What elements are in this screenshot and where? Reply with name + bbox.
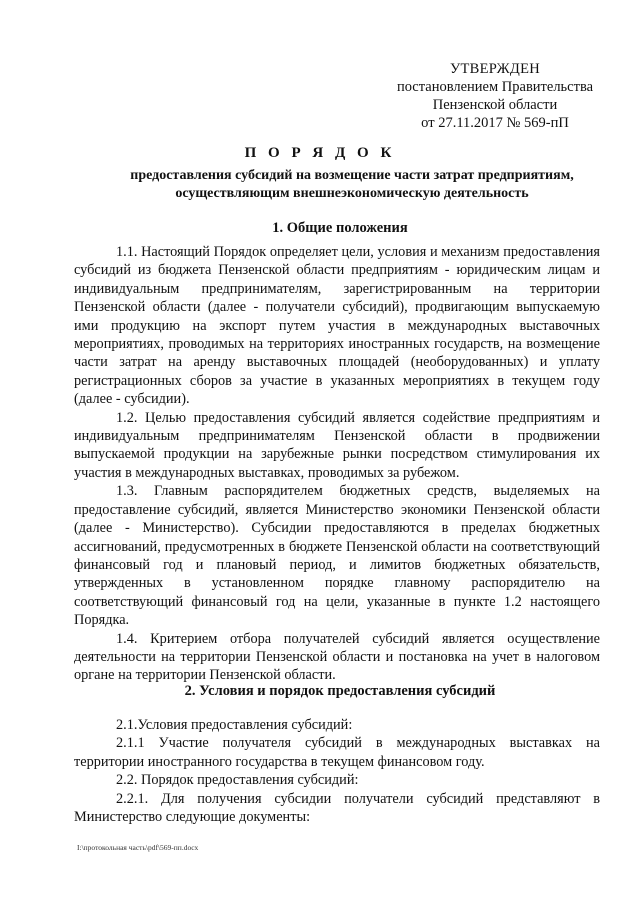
paragraph-2-1: 2.1.Условия предоставления субсидий: (116, 717, 353, 733)
approval-line-3: от 27.11.2017 № 569-пП (421, 115, 569, 131)
approval-line-1: постановлением Правительства (396, 79, 594, 95)
paragraph-2-2-1: 2.2.1. Для получения субсидии получатели субсидий представляют в Министерство следующие документы: (74, 790, 600, 826)
paragraph-2-1-1: 2.1.1 Участие получателя субсидий в международных выставках на территории иностранного государства в текущем финансовом году. (74, 735, 600, 770)
paragraph-1-1: 1.1. Настоящий Порядок определяет цели, условия и механизм предоставления субсидий из бюджета Пензенской области предприятиям - юридическим лицам и индивидуальным предпринимателям, зарегистрированным на территории Пензенской области (далее - получатели субсидий), продвигающим выпускаемую ими продукцию на экспорт путем участия в международных выставочных мероприятиях, проводимых на территориях иностранных государств, на возмещение части затрат на аренду выставочных площадей (необорудованных) и уплату регистрационных сборов за участие в указанных мероприятиях в текущем году (далее - субсидии). (74, 244, 600, 408)
section-2-body (74, 716, 600, 826)
section-2-heading: 2. Условия и порядок предоставления субсидий (184, 683, 496, 699)
approval-stamp (380, 60, 610, 132)
footer-file-path: I:\протокольная часть\pdf\569-пп.docx (77, 843, 199, 852)
paragraph-1-3: 1.3. Главным распорядителем бюджетных средств, выделяемых на предоставление субсидий, является Министерство экономики Пензенской области (далее - Министерство). Субсидии предоставляются в пределах бюджетных ассигнований, предусмотренных в бюджете Пензенской области на соответствующий финансовый год и плановый период, и лимитов бюджетных обязательств, утвержденных в установленном порядке главному распорядителю на соответствующий финансовый год на цели, указанные в пункте 1.2 настоящего Порядка. (74, 483, 600, 629)
approval-line-2: Пензенской области (432, 97, 558, 113)
section-1-body (74, 243, 600, 685)
paragraph-2-2: 2.2. Порядок предоставления субсидий: (116, 772, 359, 789)
section-1-heading: 1. Общие положения (272, 220, 408, 236)
paragraph-1-2: 1.2. Целью предоставления субсидий является содействие предприятиям и индивидуальным предпринимателям Пензенской области в продвижении выпускаемой продукции на зарубежные рынки посредством стимулирования их участия в международных выставках, проводимых за рубежом. (74, 409, 600, 481)
approval-title: УТВЕРЖДЕН (449, 61, 541, 77)
paragraph-1-4: 1.4. Критерием отбора получателей субсидий является осуществление деятельности на территории Пензенской области и постановка на учет в налоговом органе на территории Пензенской области. (74, 630, 600, 684)
document-subtitle: предоставления субсидий на возмещение части затрат предприятиям, осуществляющим внешнеэкономическую деятельность (130, 168, 574, 201)
document-title: П О Р Я Д О К (244, 145, 396, 161)
